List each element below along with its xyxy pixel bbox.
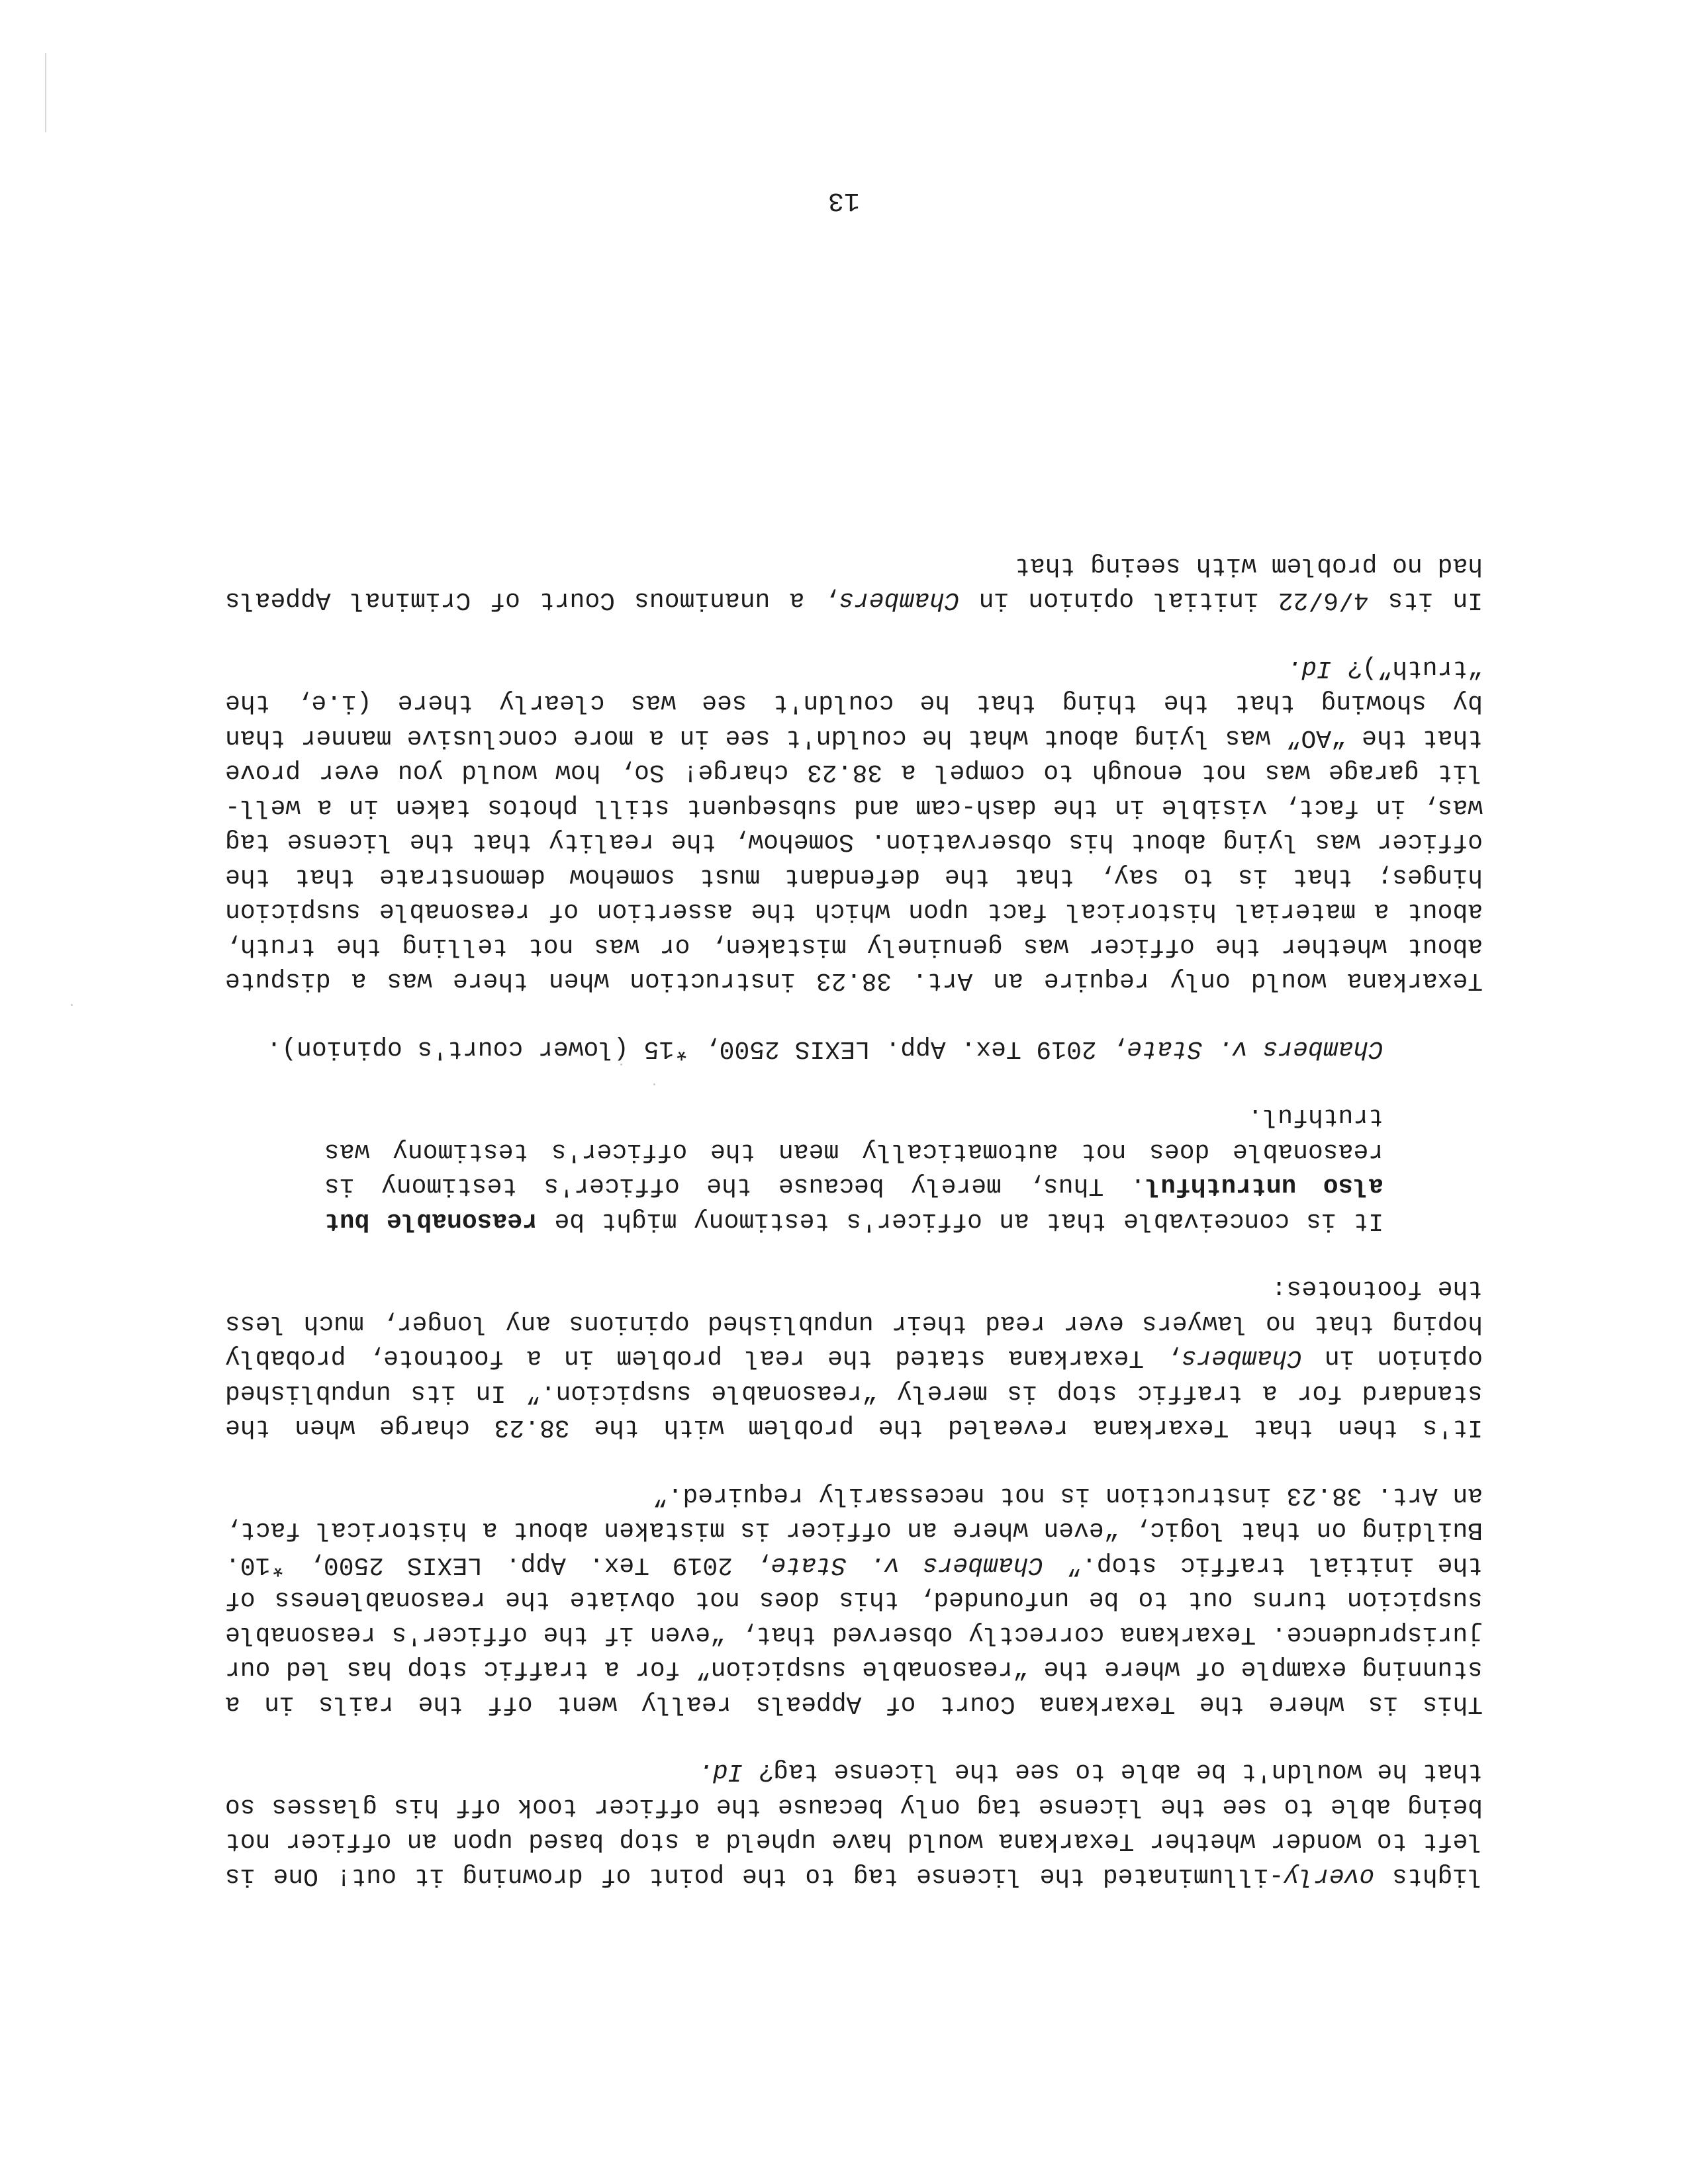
bq-part1: It is conceivable that an officer's testimony might be <box>537 1206 1383 1235</box>
citation-case-name: Chambers v. State <box>1127 1034 1383 1063</box>
p2-case-name: Chambers v. State <box>771 1551 1044 1579</box>
paragraph-initial-opinion <box>225 548 1483 617</box>
page-number: 13 <box>828 185 861 215</box>
p4-part1: Texarkana would only require an Art. 38.23 instruction when there was a dispute about whether the officer was genuinely mistaken, or was not telling the truth, about a material historical fact upon which the assertion of reasonable suspicion hinges; that is to say, that the defendant must somehow demonstrate that the officer was lying about his observation. Somehow, the reality that the license tag was, in fact, visible in the dash-cam and subsequent still photos taken in a well-lit garage was not enough to compel a 38.23 charge! So, how would you ever prove that the “AO” was lying about what he couldn't see in a more conclusive manner than by showing that the thing that he couldn't see was clearly there (i.e, the “truth”)? <box>225 654 1483 995</box>
paragraph-article-3823 <box>225 651 1483 998</box>
paragraph-footnote-problem <box>225 1271 1483 1445</box>
p5-part1: In its 4/6/22 initial opinion in <box>959 586 1483 615</box>
p5-part2: , a unanimous Court of Criminal Appeals had no problem with seeing that <box>225 551 1483 615</box>
scan-speck <box>71 1004 73 1006</box>
scan-edge-line <box>45 53 46 132</box>
intro-id-cite: Id. <box>698 1757 743 1786</box>
p4-id-cite: Id. <box>1286 654 1332 682</box>
intro-lead: lights <box>1374 1862 1483 1890</box>
p3-case-name: Chambers <box>1181 1343 1303 1373</box>
paragraph-texarkana-rails <box>225 1478 1483 1721</box>
scan-speck <box>653 1083 655 1085</box>
intro-paragraph <box>225 1754 1483 1893</box>
block-quote <box>225 1099 1483 1238</box>
citation-text: , 2019 Tex. App. LEXIS 2500, *15 (lower court's opinion). <box>266 1034 1127 1063</box>
intro-italic: overly <box>1284 1862 1375 1890</box>
p3-part2: , Texarkana stated the real problem in a footnote, probably hoping that no lawyers ever read their unpublished opinions any longer, much less the footnotes: <box>224 1274 1483 1373</box>
p2-part2: , 2019 Tex. App. LEXIS 2500, *10. Building on that logic, “even where an officer is mistaken about a historical fact, an Art. 38.23 instruction is not necessarily required.” <box>225 1481 1483 1579</box>
document-body <box>225 515 1483 1893</box>
bq-bold: reasonable but also untruthful <box>324 1171 1383 1235</box>
p5-case-name: Chambers <box>839 586 960 615</box>
p2-part1: This is where the Texarkana Court of Appeals really went off the rails in a stunning example of where the “reasonable suspicion” for a traffic stop has led our jurisprudence. Texarkana correctly observed that, “even if the officer's reasonable suspicion turns out to be unfounded, this does not obviate the reasonableness of the initial traffic stop.” <box>225 1551 1483 1718</box>
scan-speck <box>620 1064 622 1066</box>
quote-citation <box>225 1031 1483 1066</box>
intro-text: -illuminated the license tag to the point of drowning it out! One is left to wonder whether Texarkana would have upheld a stop based upon an officer not being able to see the license tag only because the officer took off his glasses so that he wouldn't be able to see the license tag? <box>225 1757 1483 1890</box>
p3-part1: It's then that Texarkana revealed the problem with the 38.23 charge when the standard for a traffic stop is merely “reasonable suspicion.” In its unpublished opinion in <box>225 1343 1483 1442</box>
bq-part2: . Thus, merely because the officer's testimony is reasonable does not automatically mean the officer's testimony was truthful. <box>324 1102 1383 1201</box>
